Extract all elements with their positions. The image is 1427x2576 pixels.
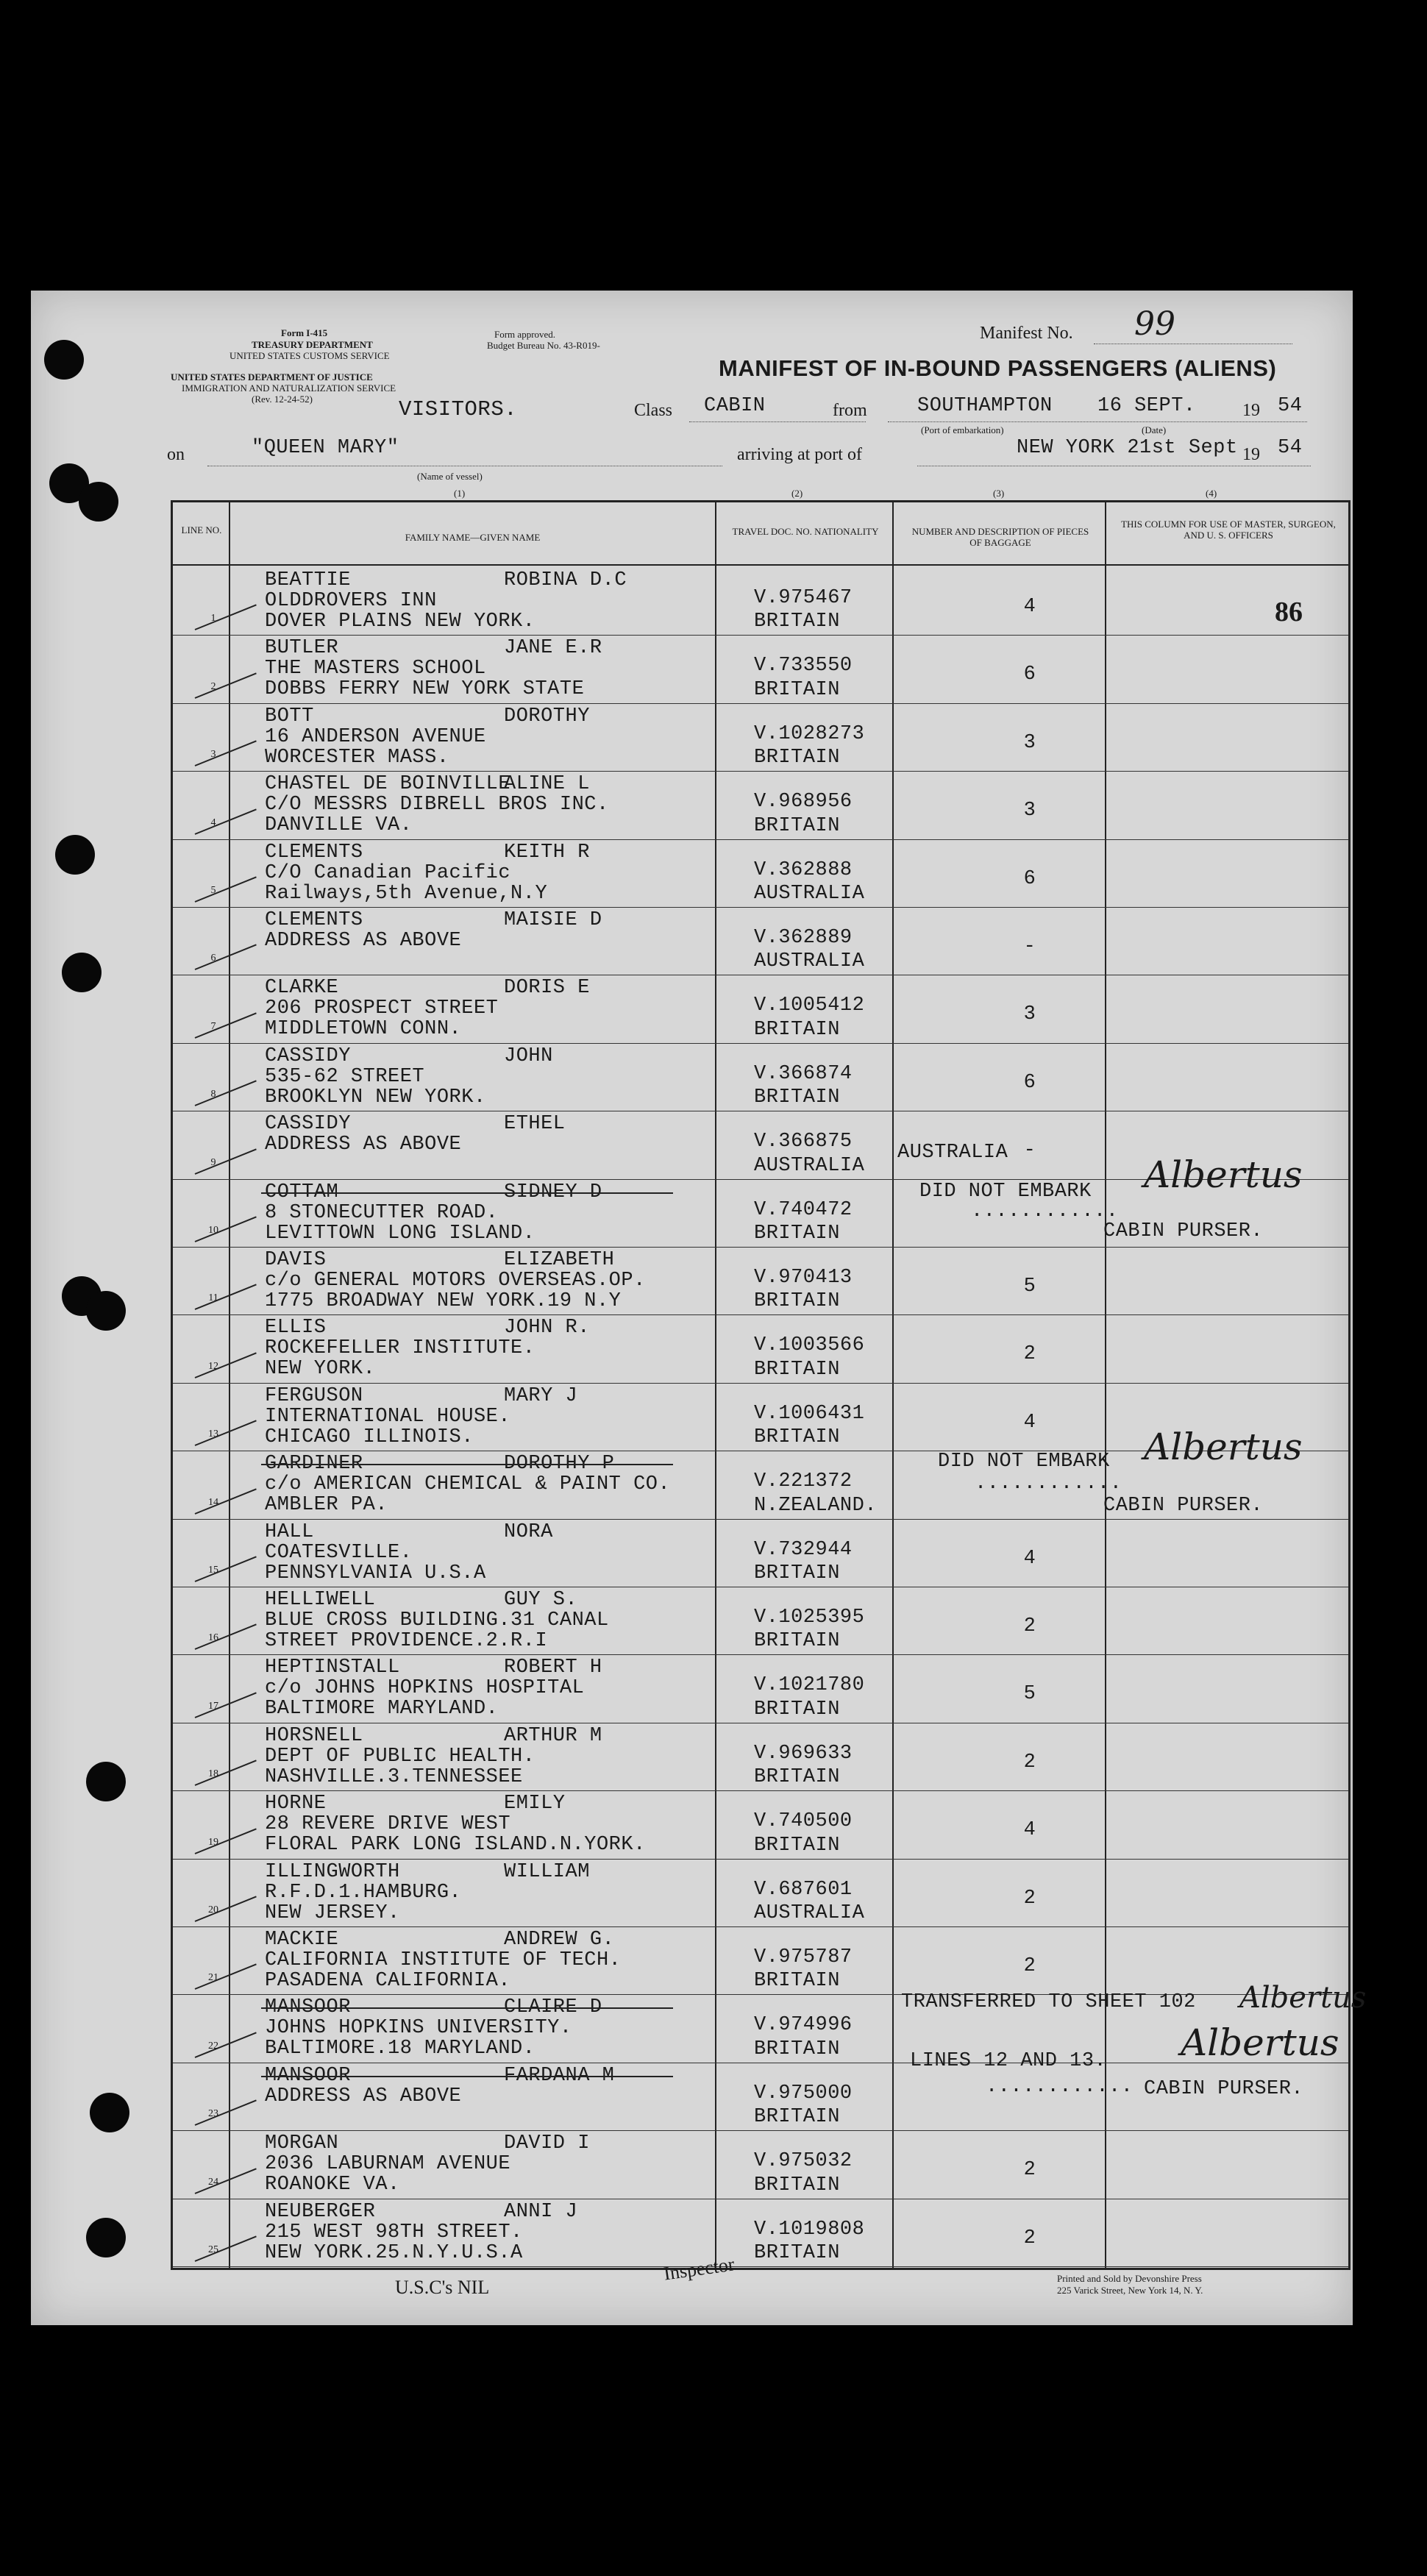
- nationality: BRITAIN: [754, 2174, 840, 2196]
- travel-doc-no: V.975000: [754, 2082, 853, 2104]
- signature-2: Albertus: [1144, 1426, 1303, 1468]
- nationality: BRITAIN: [754, 2038, 840, 2060]
- given-name: ROBINA D.C: [504, 569, 627, 591]
- baggage-count: 6: [1023, 867, 1036, 890]
- nationality: BRITAIN: [754, 1426, 840, 1449]
- revision: (Rev. 12-24-52): [252, 394, 313, 405]
- embarkation-date: 16 SEPT.: [1097, 395, 1196, 417]
- travel-doc-no: V.366874: [754, 1062, 853, 1085]
- address-line: FLORAL PARK LONG ISLAND.N.YORK.: [265, 1834, 646, 1857]
- travel-doc-no: V.687601: [754, 1878, 853, 1901]
- family-name: CHASTEL DE BOINVILLE: [265, 773, 511, 796]
- printer-line-2: 225 Varick Street, New York 14, N. Y.: [1057, 2285, 1203, 2296]
- nationality: AUSTRALIA: [754, 882, 865, 905]
- line-number: 19: [208, 1836, 218, 1848]
- address-line: THE MASTERS SCHOOL: [265, 658, 486, 680]
- given-name: WILLIAM: [504, 1860, 590, 1883]
- address-line: COATESVILLE.: [265, 1541, 413, 1564]
- nationality: BRITAIN: [754, 1222, 840, 1245]
- line-number: 24: [208, 2176, 218, 2188]
- dots-2: ............: [986, 2076, 1134, 2098]
- line-number: 12: [208, 1360, 218, 1372]
- address-line: c/o AMERICAN CHEMICAL & PAINT CO.: [265, 1473, 671, 1496]
- given-name: DOROTHY P: [504, 1453, 615, 1476]
- address-line: BALTIMORE.18 MARYLAND.: [265, 2038, 535, 2060]
- did-not-embark-note-1: DID NOT EMBARK: [919, 1181, 1092, 1203]
- printer-line-1: Printed and Sold by Devonshire Press: [1057, 2273, 1202, 2284]
- baggage-count: 3: [1023, 731, 1036, 754]
- dots-1: ............: [971, 1200, 1119, 1223]
- nationality: AUSTRALIA: [754, 1901, 865, 1924]
- travel-doc-no: V.1003566: [754, 1334, 865, 1357]
- given-name: FARDANA M: [504, 2064, 615, 2087]
- port-caption: (Port of embarkation): [921, 424, 1004, 435]
- baggage-count: 4: [1023, 596, 1036, 618]
- line-number: 9: [210, 1156, 216, 1168]
- address-line: WORCESTER MASS.: [265, 746, 449, 769]
- line-number: 14: [208, 1496, 218, 1508]
- strike-through: [261, 1464, 673, 1465]
- arrival-year: 54: [1278, 437, 1303, 459]
- address-line: BALTIMORE MARYLAND.: [265, 1698, 499, 1721]
- nationality: BRITAIN: [754, 1766, 840, 1789]
- nationality: BRITAIN: [754, 1630, 840, 1653]
- punch-hole: [86, 1762, 126, 1801]
- address-line: ROCKEFELLER INSTITUTE.: [265, 1337, 535, 1360]
- line-number: 1: [210, 613, 216, 625]
- given-name: DORIS E: [504, 977, 590, 1000]
- family-name: ILLINGWORTH: [265, 1860, 400, 1883]
- travel-doc-no: V.740500: [754, 1810, 853, 1833]
- given-name: JANE E.R: [504, 637, 602, 660]
- family-name: FERGUSON: [265, 1384, 363, 1407]
- punch-hole: [62, 953, 102, 992]
- address-line: BROOKLYN NEW YORK.: [265, 1086, 486, 1109]
- travel-doc-no: V.975032: [754, 2150, 853, 2173]
- baggage-count: 2: [1023, 1615, 1036, 1637]
- given-name: CLAIRE D: [504, 1996, 602, 2019]
- travel-doc-no: V.1019808: [754, 2218, 865, 2241]
- baggage-count: 4: [1023, 1411, 1036, 1434]
- class-label: Class: [634, 401, 673, 420]
- strike-through: [261, 2007, 673, 2009]
- travel-doc-no: V.970413: [754, 1267, 853, 1289]
- table-row: [173, 1790, 1348, 1858]
- travel-doc-no: V.968956: [754, 791, 853, 814]
- table-row: [173, 1926, 1348, 1994]
- given-name: MARY J: [504, 1384, 578, 1407]
- form-number: Form I-415: [281, 327, 328, 338]
- line-number: 3: [210, 749, 216, 761]
- col-num-3: (3): [993, 488, 1005, 499]
- travel-doc-no: V.1005412: [754, 995, 865, 1017]
- address-line: 28 REVERE DRIVE WEST: [265, 1813, 511, 1836]
- address-line: ADDRESS AS ABOVE: [265, 2085, 462, 2107]
- baggage-count: 4: [1023, 1819, 1036, 1842]
- table-row: [173, 1519, 1348, 1587]
- vessel-caption: (Name of vessel): [417, 471, 483, 482]
- travel-doc-no: V.1028273: [754, 722, 865, 745]
- signature-4: Albertus: [1181, 2021, 1339, 2064]
- given-name: MAISIE D: [504, 909, 602, 931]
- address-line: C/O Canadian Pacific: [265, 861, 511, 884]
- line-number: 15: [208, 1564, 218, 1576]
- line-number: 2: [210, 680, 216, 692]
- family-name: CASSIDY: [265, 1045, 351, 1067]
- line-number: 6: [210, 953, 216, 964]
- travel-doc-no: V.975467: [754, 587, 853, 609]
- address-line: NEW JERSEY.: [265, 1901, 400, 1924]
- family-name: DAVIS: [265, 1249, 327, 1271]
- nationality: BRITAIN: [754, 1018, 840, 1041]
- address-line: 2036 LABURNAM AVENUE: [265, 2153, 511, 2176]
- punch-hole: [79, 482, 118, 522]
- embarkation-port: SOUTHAMPTON: [917, 395, 1053, 417]
- address-line: PASADENA CALIFORNIA.: [265, 1970, 511, 1992]
- address-line: OLDDROVERS INN: [265, 590, 437, 612]
- family-name: GARDINER: [265, 1453, 363, 1476]
- from-label: from: [833, 401, 867, 420]
- date-caption: (Date): [1142, 424, 1167, 435]
- travel-doc-no: V.362888: [754, 858, 853, 881]
- family-name: MACKIE: [265, 1929, 339, 1951]
- line-number: 17: [208, 1700, 218, 1712]
- strike-through: [261, 2076, 673, 2077]
- nationality: BRITAIN: [754, 814, 840, 837]
- address-line: ADDRESS AS ABOVE: [265, 930, 462, 952]
- nationality: BRITAIN: [754, 1698, 840, 1721]
- col-num-2: (2): [791, 488, 803, 499]
- signature-3: Albertus: [1239, 1981, 1367, 2015]
- address-line: C/O MESSRS DIBRELL BROS INC.: [265, 794, 609, 816]
- line-number: 20: [208, 1904, 218, 1915]
- table-row: [173, 1859, 1348, 1926]
- family-name: HORSNELL: [265, 1724, 363, 1747]
- nationality: BRITAIN: [754, 1290, 840, 1313]
- table-row: [173, 1314, 1348, 1382]
- address-line: c/o JOHNS HOPKINS HOSPITAL: [265, 1677, 585, 1700]
- family-name: HELLIWELL: [265, 1589, 376, 1611]
- line-number: 25: [208, 2244, 218, 2255]
- table-row: [173, 703, 1348, 771]
- travel-doc-no: V.362889: [754, 927, 853, 949]
- travel-doc-no: V.969633: [754, 1742, 853, 1765]
- family-name: MANSOOR: [265, 2064, 351, 2087]
- baggage-count: 3: [1023, 800, 1036, 822]
- given-name: DOROTHY: [504, 705, 590, 727]
- punch-hole: [90, 2093, 129, 2132]
- line-number: 7: [210, 1020, 216, 1032]
- given-name: ARTHUR M: [504, 1724, 602, 1747]
- signature-1: Albertus: [1144, 1153, 1303, 1196]
- strike-through: [261, 1192, 673, 1194]
- given-name: ANDREW G.: [504, 1929, 615, 1951]
- punch-hole: [55, 835, 95, 875]
- officer-mark: 86: [1275, 597, 1303, 627]
- family-name: CLEMENTS: [265, 841, 363, 864]
- arrival-year-label: 19: [1242, 445, 1260, 464]
- table-row: [173, 2199, 1348, 2266]
- address-line: DEPT OF PUBLIC HEALTH.: [265, 1745, 535, 1768]
- address-line: ROANOKE VA.: [265, 2174, 400, 2196]
- table-row: [173, 1654, 1348, 1722]
- address-line: MIDDLETOWN CONN.: [265, 1018, 462, 1041]
- address-line: BLUE CROSS BUILDING.31 CANAL: [265, 1609, 609, 1632]
- nationality-extra: AUSTRALIA: [897, 1142, 1008, 1164]
- table-row: [173, 635, 1348, 702]
- address-line: 215 WEST 98TH STREET.: [265, 2221, 523, 2244]
- family-name: BEATTIE: [265, 569, 351, 591]
- doj: UNITED STATES DEPARTMENT OF JUSTICE: [171, 371, 373, 383]
- header-name: FAMILY NAME—GIVEN NAME: [405, 532, 541, 543]
- address-line: 206 PROSPECT STREET: [265, 997, 499, 1020]
- given-name: JOHN: [504, 1045, 553, 1067]
- given-name: EMILY: [504, 1793, 566, 1815]
- family-name: MANSOOR: [265, 1996, 351, 2019]
- address-line: STREET PROVIDENCE.2.R.I: [265, 1630, 548, 1652]
- address-line: 1775 BROADWAY NEW YORK.19 N.Y: [265, 1290, 622, 1312]
- address-line: 535-62 STREET: [265, 1065, 425, 1088]
- travel-doc-no: V.974996: [754, 2014, 853, 2037]
- class-value: CABIN: [704, 395, 766, 417]
- given-name: KEITH R: [504, 841, 590, 864]
- header-doc: TRAVEL DOC. NO. NATIONALITY: [732, 526, 879, 537]
- travel-doc-no: V.1025395: [754, 1607, 865, 1629]
- travel-doc-no: V.732944: [754, 1538, 853, 1561]
- line-number: 4: [210, 816, 216, 828]
- nationality: N.ZEALAND.: [754, 1494, 878, 1517]
- lines-note: LINES 12 AND 13.: [910, 2050, 1107, 2072]
- address-line: LEVITTOWN LONG ISLAND.: [265, 1222, 535, 1245]
- nationality: BRITAIN: [754, 1970, 840, 1993]
- travel-doc-no: V.1021780: [754, 1674, 865, 1697]
- nationality: BRITAIN: [754, 747, 840, 769]
- punch-hole: [86, 1291, 126, 1331]
- table-row: [173, 839, 1348, 907]
- nationality: BRITAIN: [754, 1086, 840, 1109]
- family-name: BUTLER: [265, 637, 339, 660]
- baggage-count: 5: [1023, 1275, 1036, 1298]
- given-name: ALINE L: [504, 773, 590, 796]
- baggage-count: 2: [1023, 2159, 1036, 2182]
- address-line: DOBBS FERRY NEW YORK STATE: [265, 678, 585, 701]
- ins: IMMIGRATION AND NATURALIZATION SERVICE: [182, 383, 396, 394]
- address-line: NEW YORK.: [265, 1358, 376, 1381]
- inspector-stamp: Inspector: [662, 2253, 736, 2285]
- travel-doc-no: V.733550: [754, 655, 853, 677]
- line-number: 8: [210, 1089, 216, 1100]
- address-line: DANVILLE VA.: [265, 814, 413, 837]
- nationality: BRITAIN: [754, 1834, 840, 1857]
- line-number: 10: [208, 1224, 218, 1236]
- table-row: [173, 1723, 1348, 1790]
- baggage-count: 2: [1023, 1751, 1036, 1773]
- given-name: GUY S.: [504, 1589, 578, 1611]
- treasury-dept: TREASURY DEPARTMENT: [252, 339, 373, 350]
- punch-hole: [44, 340, 84, 380]
- nationality: AUSTRALIA: [754, 950, 865, 973]
- given-name: JOHN R.: [504, 1317, 590, 1339]
- given-name: ROBERT H: [504, 1657, 602, 1679]
- visitors-label: VISITORS.: [399, 397, 518, 421]
- table-row: [173, 1587, 1348, 1654]
- budget-bureau: Budget Bureau No. 43-R019-: [487, 340, 600, 351]
- given-name: ANNI J: [504, 2200, 578, 2223]
- transferred-note: TRANSFERRED TO SHEET 102: [901, 1991, 1196, 2013]
- address-line: NEW YORK.25.N.Y.U.S.A: [265, 2241, 523, 2264]
- manifest-page: [31, 291, 1367, 2325]
- arriving-label: arriving at port of: [737, 445, 862, 464]
- form-approved: Form approved.: [494, 329, 556, 340]
- family-name: COTTAM: [265, 1181, 339, 1203]
- manifest-title: MANIFEST OF IN-BOUND PASSENGERS (ALIENS): [719, 355, 1277, 381]
- baggage-count: 2: [1023, 1887, 1036, 1910]
- cabin-purser-3: CABIN PURSER.: [1144, 2078, 1304, 2100]
- nationality: BRITAIN: [754, 2241, 840, 2264]
- table-row: [173, 1043, 1348, 1111]
- line-number: 11: [208, 1292, 218, 1304]
- punch-hole: [86, 2218, 126, 2257]
- nationality: BRITAIN: [754, 678, 840, 701]
- col-num-1: (1): [454, 488, 466, 499]
- header-line-no: LINE NO.: [181, 524, 222, 536]
- baggage-count: -: [1023, 1139, 1036, 1162]
- family-name: ELLIS: [265, 1317, 327, 1339]
- header-baggage: NUMBER AND DESCRIPTION OF PIECES OF BAGGAGE: [911, 526, 1089, 548]
- address-line: NASHVILLE.3.TENNESSEE: [265, 1765, 523, 1788]
- address-line: JOHNS HOPKINS UNIVERSITY.: [265, 2017, 572, 2040]
- family-name: HALL: [265, 1520, 314, 1543]
- address-line: 16 ANDERSON AVENUE: [265, 725, 486, 748]
- address-line: CALIFORNIA INSTITUTE OF TECH.: [265, 1949, 622, 1971]
- year-value: 54: [1278, 395, 1303, 417]
- dots-3: ............: [975, 1473, 1122, 1495]
- col-num-4: (4): [1206, 488, 1217, 499]
- uscis-nil: U.S.C's NIL: [395, 2277, 490, 2298]
- address-line: DOVER PLAINS NEW YORK.: [265, 611, 535, 633]
- family-name: CASSIDY: [265, 1113, 351, 1136]
- baggage-count: 2: [1023, 1343, 1036, 1366]
- address-line: PENNSYLVANIA U.S.A: [265, 1562, 486, 1584]
- vessel-name: "QUEEN MARY": [252, 437, 399, 459]
- table-row: [173, 567, 1348, 635]
- passenger-table: [171, 500, 1367, 2270]
- arrival-port: NEW YORK 21st Sept: [1017, 437, 1238, 459]
- line-number: 22: [208, 2040, 218, 2052]
- family-name: BOTT: [265, 705, 314, 727]
- cabin-purser-2: CABIN PURSER.: [1103, 1495, 1264, 1517]
- given-name: DAVID I: [504, 2132, 590, 2155]
- travel-doc-no: V.975787: [754, 1946, 853, 1968]
- line-number: 16: [208, 1632, 218, 1644]
- table-row: [173, 1247, 1348, 1314]
- nationality: BRITAIN: [754, 1562, 840, 1584]
- given-name: ELIZABETH: [504, 1249, 615, 1271]
- baggage-count: 6: [1023, 1071, 1036, 1094]
- nationality: AUSTRALIA: [754, 1154, 865, 1177]
- table-row: [173, 771, 1348, 839]
- family-name: CLEMENTS: [265, 909, 363, 931]
- manifest-no-label: Manifest No.: [980, 324, 1073, 343]
- family-name: CLARKE: [265, 977, 339, 1000]
- nationality: BRITAIN: [754, 611, 840, 633]
- baggage-count: -: [1023, 936, 1036, 958]
- address-line: CHICAGO ILLINOIS.: [265, 1426, 474, 1448]
- cabin-purser-1: CABIN PURSER.: [1103, 1220, 1264, 1242]
- line-number: 18: [208, 1768, 218, 1780]
- baggage-count: 2: [1023, 1955, 1036, 1977]
- travel-doc-no: V.366875: [754, 1131, 853, 1153]
- address-line: R.F.D.1.HAMBURG.: [265, 1881, 462, 1904]
- travel-doc-no: V.221372: [754, 1470, 853, 1493]
- address-line: AMBLER PA.: [265, 1494, 388, 1517]
- address-line: c/o GENERAL MOTORS OVERSEAS.OP.: [265, 1270, 646, 1292]
- given-name: SIDNEY D: [504, 1181, 602, 1203]
- table-row: [173, 907, 1348, 975]
- on-label: on: [167, 445, 185, 464]
- family-name: MORGAN: [265, 2132, 339, 2155]
- family-name: HEPTINSTALL: [265, 1657, 400, 1679]
- travel-doc-no: V.1006431: [754, 1402, 865, 1425]
- baggage-count: 6: [1023, 663, 1036, 686]
- given-name: ETHEL: [504, 1113, 566, 1136]
- address-line: ADDRESS AS ABOVE: [265, 1134, 462, 1156]
- baggage-count: 3: [1023, 1003, 1036, 1026]
- year-label: 19: [1242, 401, 1260, 420]
- travel-doc-no: V.740472: [754, 1198, 853, 1221]
- table-row: [173, 2130, 1348, 2198]
- family-name: NEUBERGER: [265, 2200, 376, 2223]
- given-name: NORA: [504, 1520, 553, 1543]
- table-row: [173, 975, 1348, 1042]
- baggage-count: 5: [1023, 1683, 1036, 1706]
- line-number: 5: [210, 884, 216, 896]
- nationality: BRITAIN: [754, 2106, 840, 2129]
- nationality: BRITAIN: [754, 1358, 840, 1381]
- did-not-embark-note-2: DID NOT EMBARK: [938, 1451, 1110, 1473]
- address-line: INTERNATIONAL HOUSE.: [265, 1405, 511, 1428]
- address-line: 8 STONECUTTER ROAD.: [265, 1201, 499, 1224]
- address-line: Railways,5th Avenue,N.Y: [265, 882, 548, 905]
- manifest-no: 99: [1134, 305, 1175, 343]
- family-name: HORNE: [265, 1793, 327, 1815]
- header-officers: THIS COLUMN FOR USE OF MASTER, SURGEON, AND U. S. OFFICERS: [1121, 519, 1336, 541]
- baggage-count: 4: [1023, 1547, 1036, 1570]
- customs-service: UNITED STATES CUSTOMS SERVICE: [229, 350, 390, 361]
- line-number: 23: [208, 2108, 218, 2120]
- line-number: 13: [208, 1428, 218, 1440]
- baggage-count: 2: [1023, 2227, 1036, 2249]
- line-number: 21: [208, 1972, 218, 1984]
